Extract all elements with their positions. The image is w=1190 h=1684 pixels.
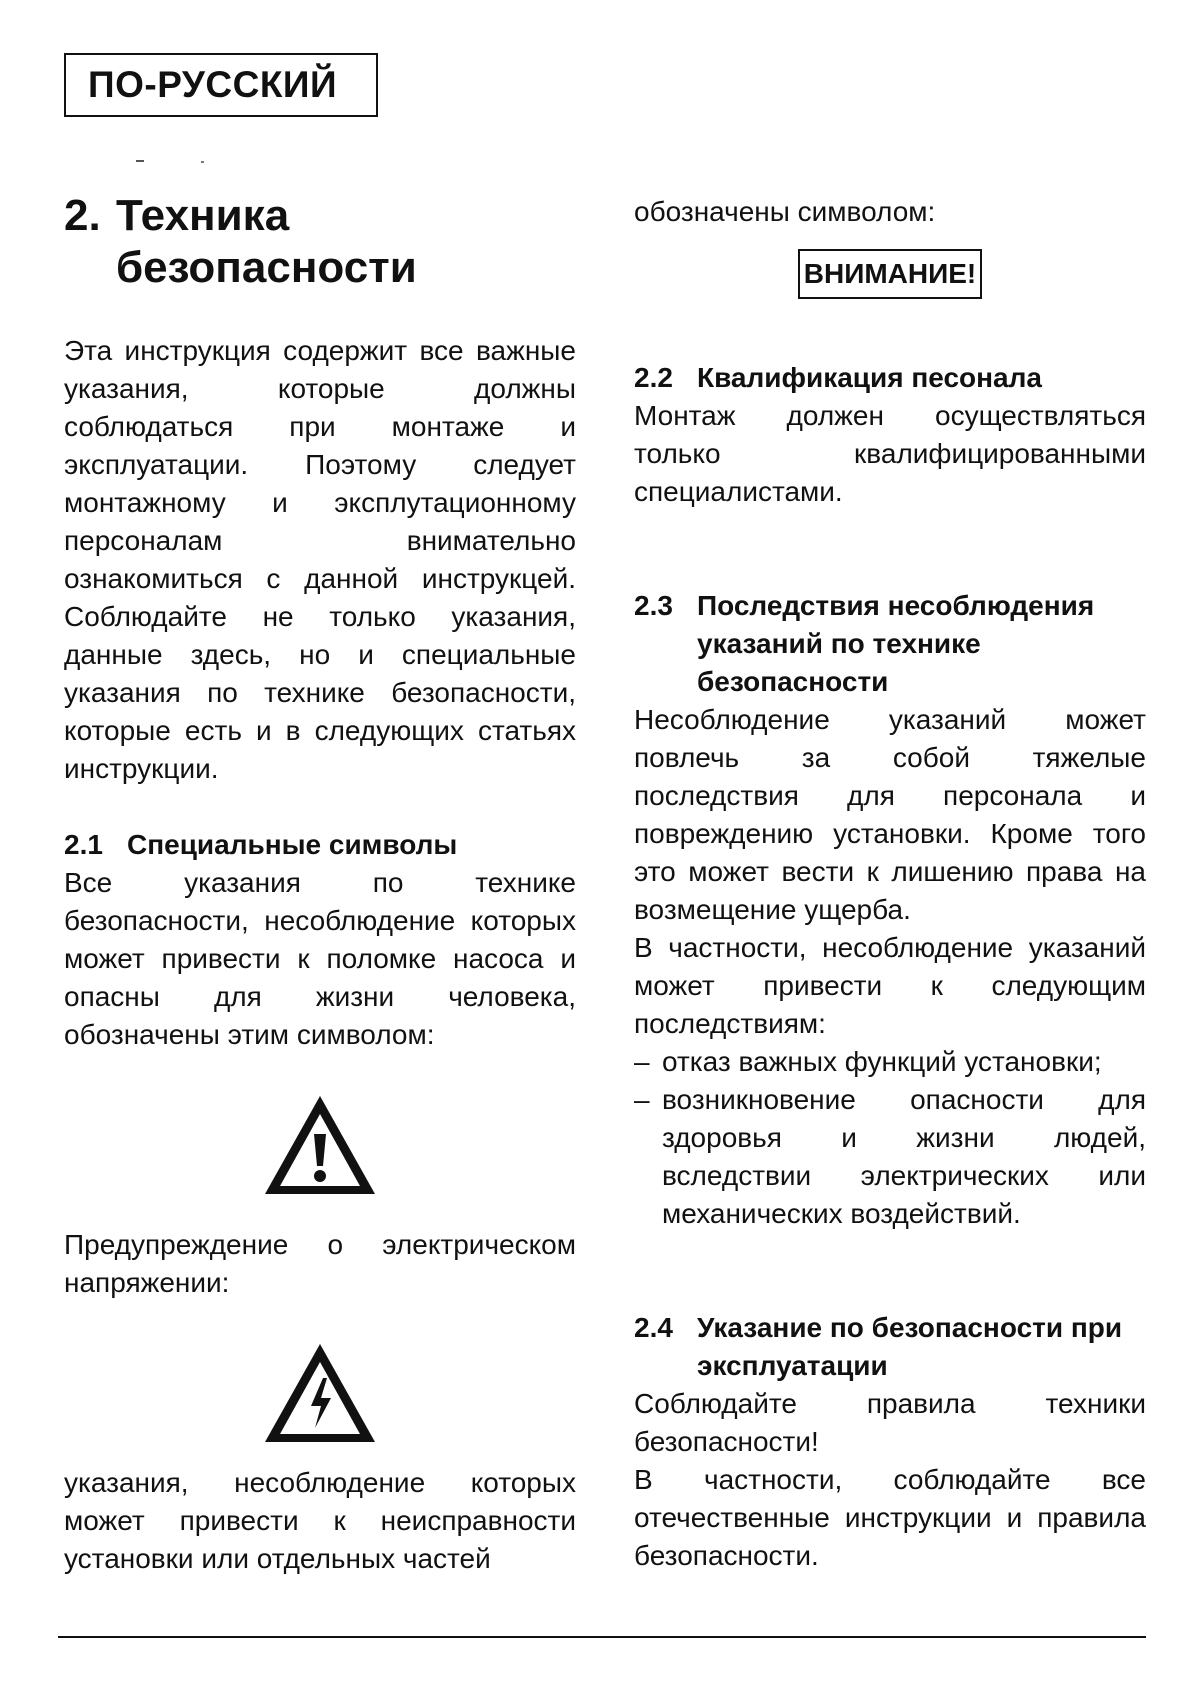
danger-icon-wrap bbox=[64, 1092, 576, 1198]
voltage-warning-text: Предупреждение о электрическом напряжении: bbox=[64, 1229, 576, 1298]
bullet-dash: – bbox=[634, 1046, 650, 1077]
damage-warning-text: указания, несоблюдение которых может привести к неисправности установки или отдельных частей bbox=[64, 1467, 576, 1574]
section-title: Указание по безопасности при эксплуатации bbox=[697, 1312, 1123, 1381]
section-number: 2.4 bbox=[634, 1312, 673, 1343]
chapter-title-line2: безопасности bbox=[116, 243, 417, 292]
section-2-2-heading bbox=[634, 359, 1146, 397]
section-2-4-heading bbox=[634, 1309, 1146, 1385]
section-title: Последствия несоблюдения указаний по технике безопасности bbox=[697, 590, 1095, 697]
voltage-icon-wrap bbox=[64, 1340, 576, 1446]
intro-paragraph: Эта инструкция содержит все важные указания, которые должны соблюдаться при монтаже и эксплуатации. Поэтому следует монтажному и эксплутационному персоналам внимательно ознакомиться с данной инструкцей. Соблюдайте не только указания, данные здесь, но и специальные указания по технике безопасности, которые есть и в следующих статьях инструкции. bbox=[64, 335, 576, 784]
scan-mark bbox=[136, 160, 144, 162]
section-2-3-text2: В частности, несоблюдение указаний может привести к следующим последствиям: bbox=[634, 932, 1146, 1039]
bullet-dash: – bbox=[634, 1084, 650, 1115]
section-2-2-text: Монтаж должен осуществляться только квалифицированными специалистами. bbox=[634, 400, 1146, 507]
section-2-4-text2: В частности, соблюдайте все отечественные инструкции и правила безопасности. bbox=[634, 1464, 1146, 1571]
language-label: ПО-РУССКИЙ bbox=[64, 53, 378, 117]
section-2-1-text: Все указания по технике безопасности, несоблюдение которых может привести к поломке насоса и опасны для жизни человека, обозначены этим символом: bbox=[64, 867, 576, 1050]
section-number: 2.2 bbox=[634, 362, 673, 393]
section-2-1-continuation: обозначены символом: bbox=[634, 196, 936, 227]
attention-label: ВНИМАНИЕ! bbox=[798, 249, 982, 299]
section-2-3-heading bbox=[634, 587, 1146, 701]
bottom-rule bbox=[58, 1636, 1146, 1638]
section-title: Специальные символы bbox=[127, 829, 458, 860]
list-item bbox=[634, 1081, 1146, 1233]
exclamation-warning-icon bbox=[261, 1092, 379, 1198]
list-item-text: возникновение опасности для здоровья и жизни людей, вследствии электрических или механических воздействий. bbox=[662, 1084, 1146, 1229]
list-item-text: отказ важных функций установки; bbox=[662, 1046, 1102, 1077]
chapter-title-line1: Техника bbox=[116, 191, 290, 240]
consequences-list bbox=[634, 1043, 1146, 1233]
scan-mark bbox=[201, 161, 204, 163]
section-2-4-text1: Соблюдайте правила техники безопасности! bbox=[634, 1388, 1146, 1457]
left-column bbox=[64, 190, 576, 1578]
right-column bbox=[634, 190, 1146, 1575]
chapter-number: 2. bbox=[64, 191, 101, 240]
section-2-1-heading bbox=[64, 826, 576, 864]
section-number: 2.1 bbox=[64, 829, 103, 860]
section-number: 2.3 bbox=[634, 590, 673, 621]
section-2-3-text1: Несоблюдение указаний может повлечь за собой тяжелые последствия для персонала и повреждению установки. Кроме того это может вести к лишению права на возмещение ущерба. bbox=[634, 704, 1146, 925]
list-item bbox=[634, 1043, 1146, 1081]
section-title: Квалификация песонала bbox=[697, 362, 1042, 393]
chapter-title bbox=[64, 190, 576, 294]
attention-wrap bbox=[634, 249, 1146, 299]
high-voltage-warning-icon bbox=[261, 1340, 379, 1446]
